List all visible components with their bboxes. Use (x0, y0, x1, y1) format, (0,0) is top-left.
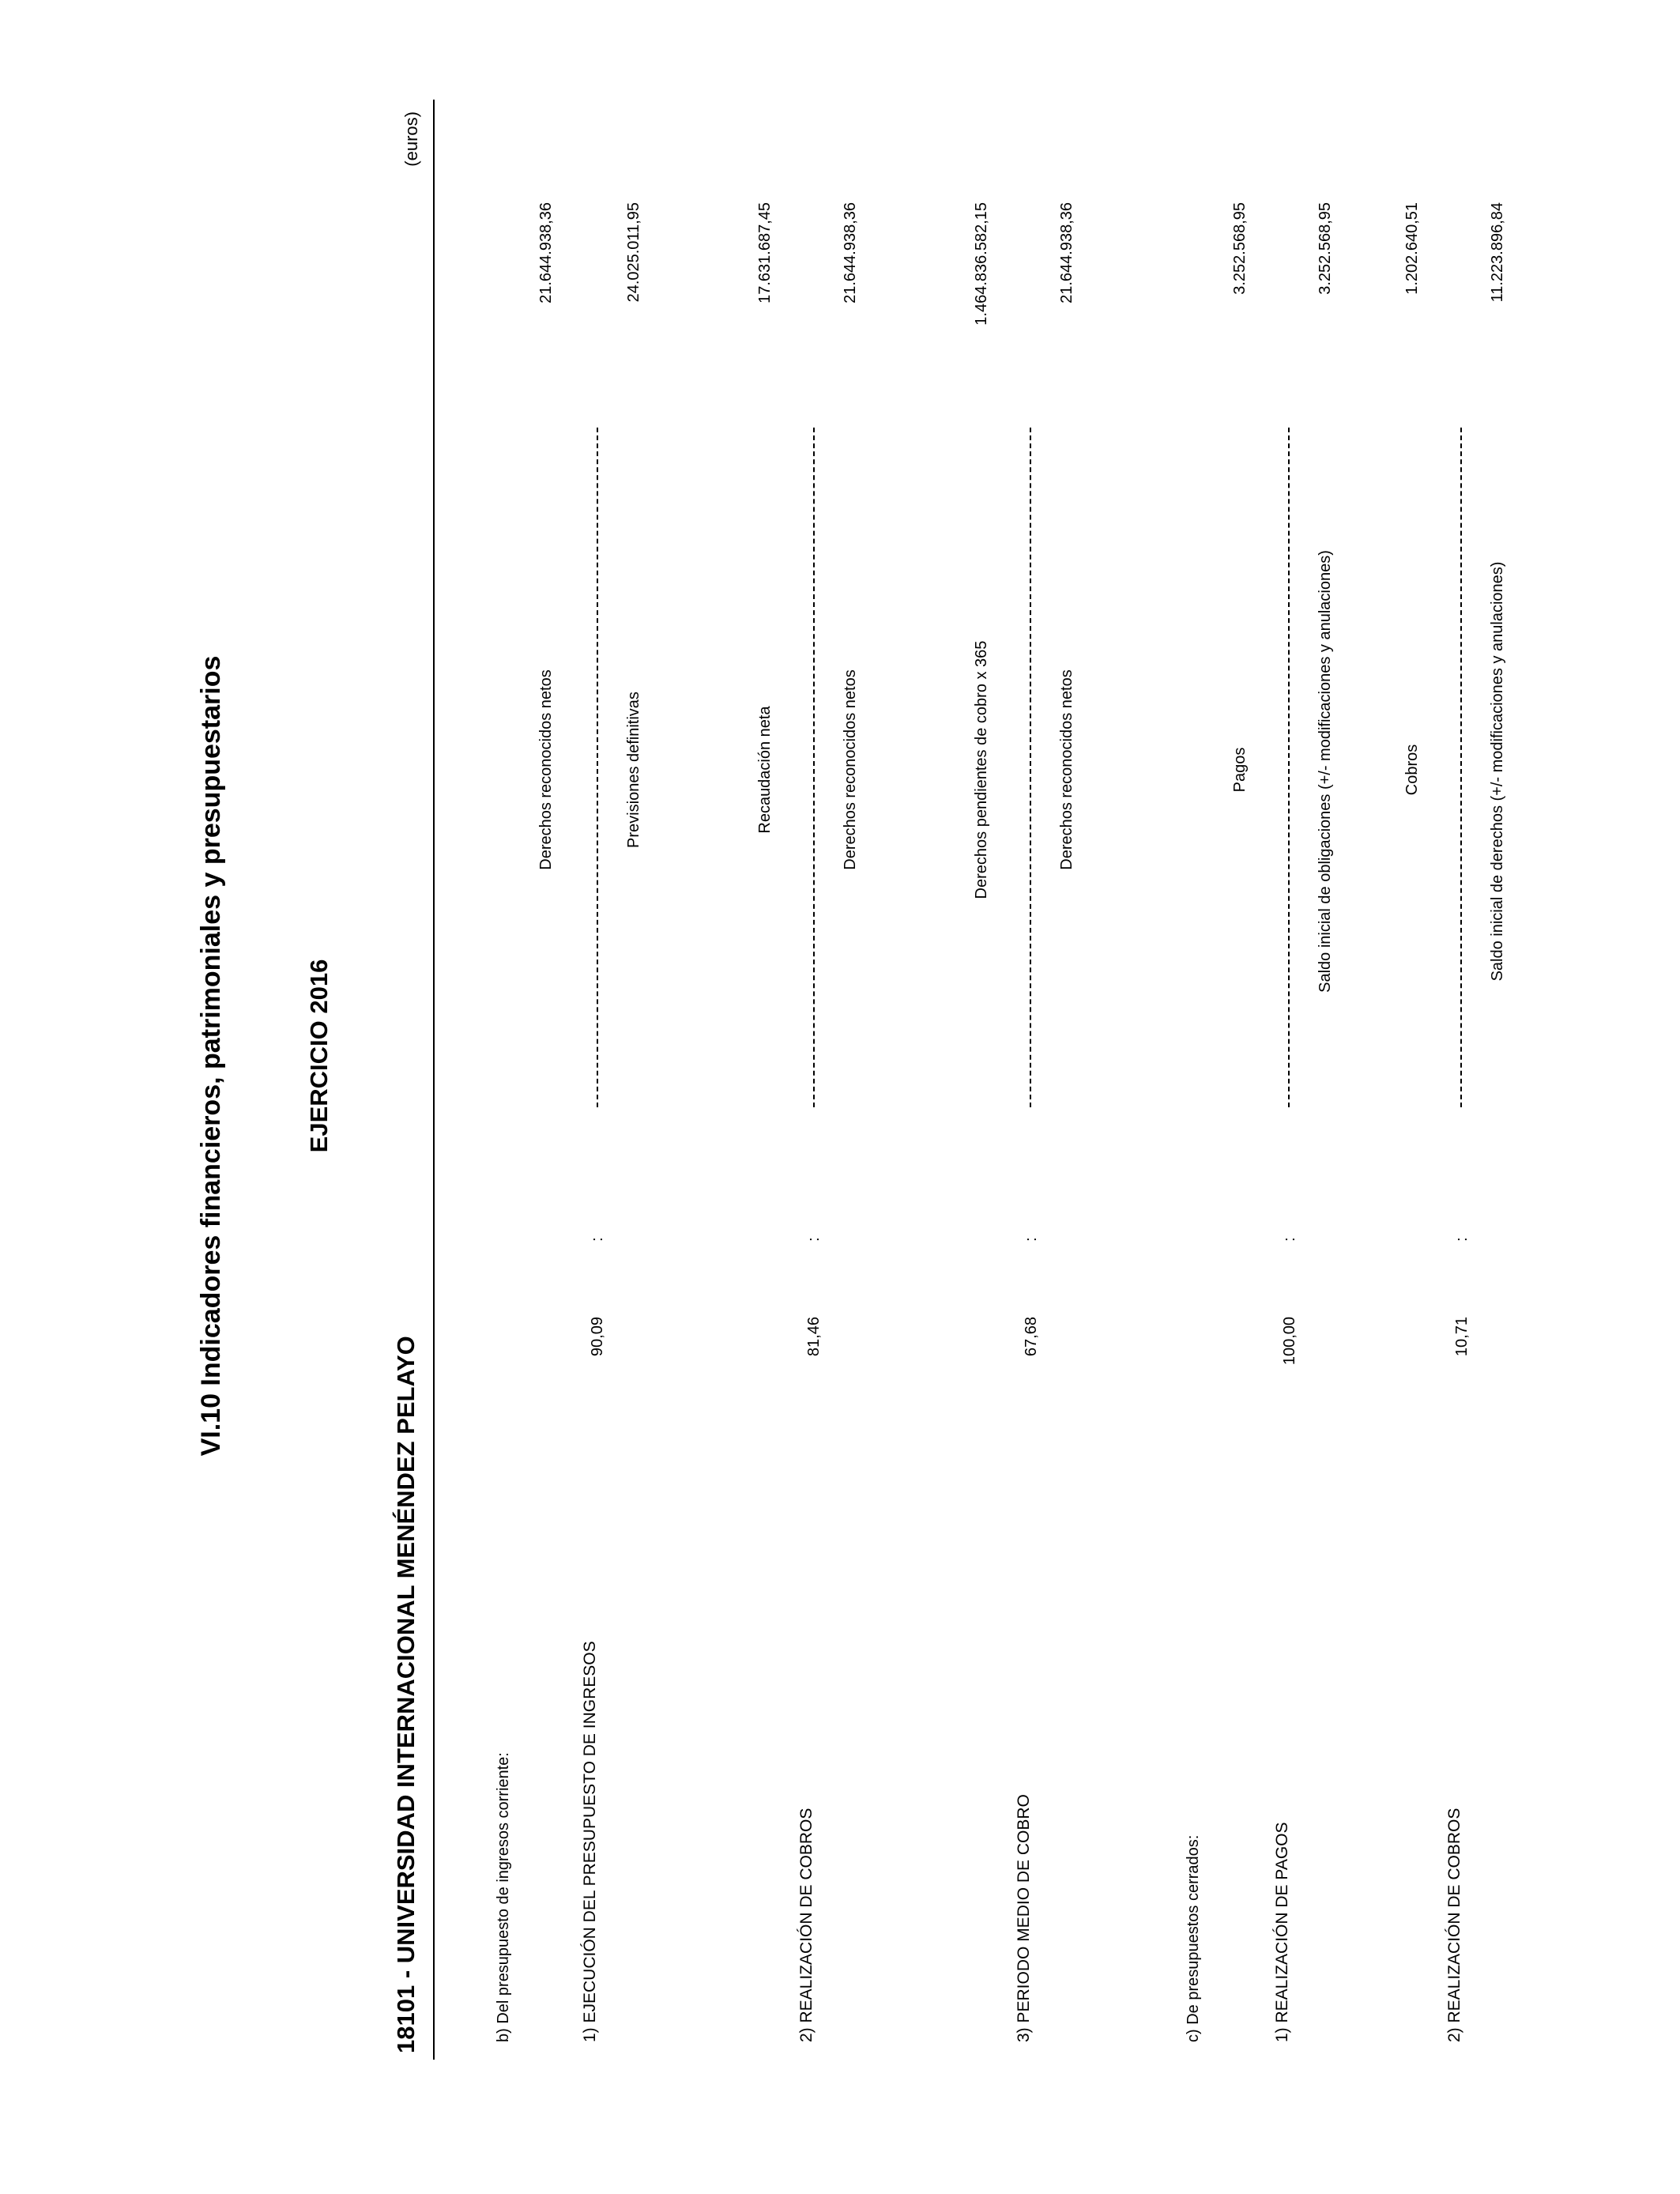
indicator-label: 1) REALIZACIÓN DE PAGOS (1273, 1822, 1291, 2042)
fraction-line (1030, 428, 1031, 1107)
denominator-label: Saldo inicial de obligaciones (+/- modificaciones y anulaciones) (1317, 550, 1334, 993)
indicator-label: 1) EJECUCIÓN DEL PRESUPUESTO DE INGRESOS (581, 1641, 599, 2042)
numerator-label: Cobros (1403, 744, 1421, 796)
denominator-label: Saldo inicial de derechos (+/- modificaciones y anulaciones) (1489, 561, 1506, 982)
denominator-value: 21.644.938,36 (1058, 202, 1075, 303)
indicator-ratio: 10,71 (1453, 1317, 1471, 1357)
denominator-value: 11.223.896,84 (1489, 202, 1506, 303)
fraction-line (597, 428, 598, 1107)
numerator-label: Recaudación neta (756, 706, 774, 834)
numerator-value: 21.644.938,36 (537, 202, 555, 303)
denominator-label: Derechos reconocidos netos (842, 669, 859, 870)
ratio-colon: : (805, 1237, 823, 1242)
numerator-value: 17.631.687,45 (756, 202, 774, 303)
denominator-label: Derechos reconocidos netos (1058, 669, 1075, 870)
ratio-colon: : (589, 1237, 606, 1242)
ratio-colon: : (1023, 1237, 1040, 1242)
numerator-value: 1.464.836.582,15 (973, 202, 990, 326)
indicator-ratio: 90,09 (589, 1317, 606, 1357)
section-c-heading: c) De presupuestos cerrados: (1185, 1834, 1202, 2042)
indicator-ratio: 67,68 (1023, 1317, 1040, 1357)
denominator-label: Previsiones definitivas (625, 692, 642, 848)
document-title: VI.10 Indicadores financieros, patrimoniales y presupuestarios (196, 655, 226, 1457)
numerator-label: Derechos reconocidos netos (537, 669, 555, 870)
ratio-colon: : (1281, 1237, 1298, 1242)
indicator-ratio: 100,00 (1281, 1317, 1298, 1366)
denominator-value: 21.644.938,36 (842, 202, 859, 303)
fraction-line (1288, 428, 1290, 1107)
denominator-value: 3.252.568,95 (1317, 202, 1334, 295)
denominator-value: 24.025.011,95 (625, 202, 642, 303)
indicator-label: 2) REALIZACIÓN DE COBROS (797, 1808, 816, 2042)
header-rule (433, 100, 435, 2060)
indicator-ratio: 81,46 (805, 1317, 823, 1357)
currency-unit: (euros) (401, 111, 421, 167)
section-b-heading: b) Del presupuesto de ingresos corriente: (495, 1752, 512, 2042)
numerator-label: Pagos (1231, 747, 1249, 793)
exercise-year: EJERCICIO 2016 (305, 959, 333, 1153)
fraction-line (813, 428, 815, 1107)
numerator-value: 3.252.568,95 (1231, 202, 1249, 295)
numerator-label: Derechos pendientes de cobro x 365 (973, 640, 990, 899)
indicator-label: 3) PERIODO MEDIO DE COBRO (1015, 1794, 1033, 2042)
numerator-value: 1.202.640,51 (1403, 202, 1421, 295)
fraction-line (1460, 428, 1462, 1107)
indicator-label: 2) REALIZACIÓN DE COBROS (1445, 1808, 1463, 2042)
entity-name: 18101 - UNIVERSIDAD INTERNACIONAL MENÉNDEZ PELAYO (392, 1336, 420, 2053)
ratio-colon: : (1453, 1237, 1471, 1242)
